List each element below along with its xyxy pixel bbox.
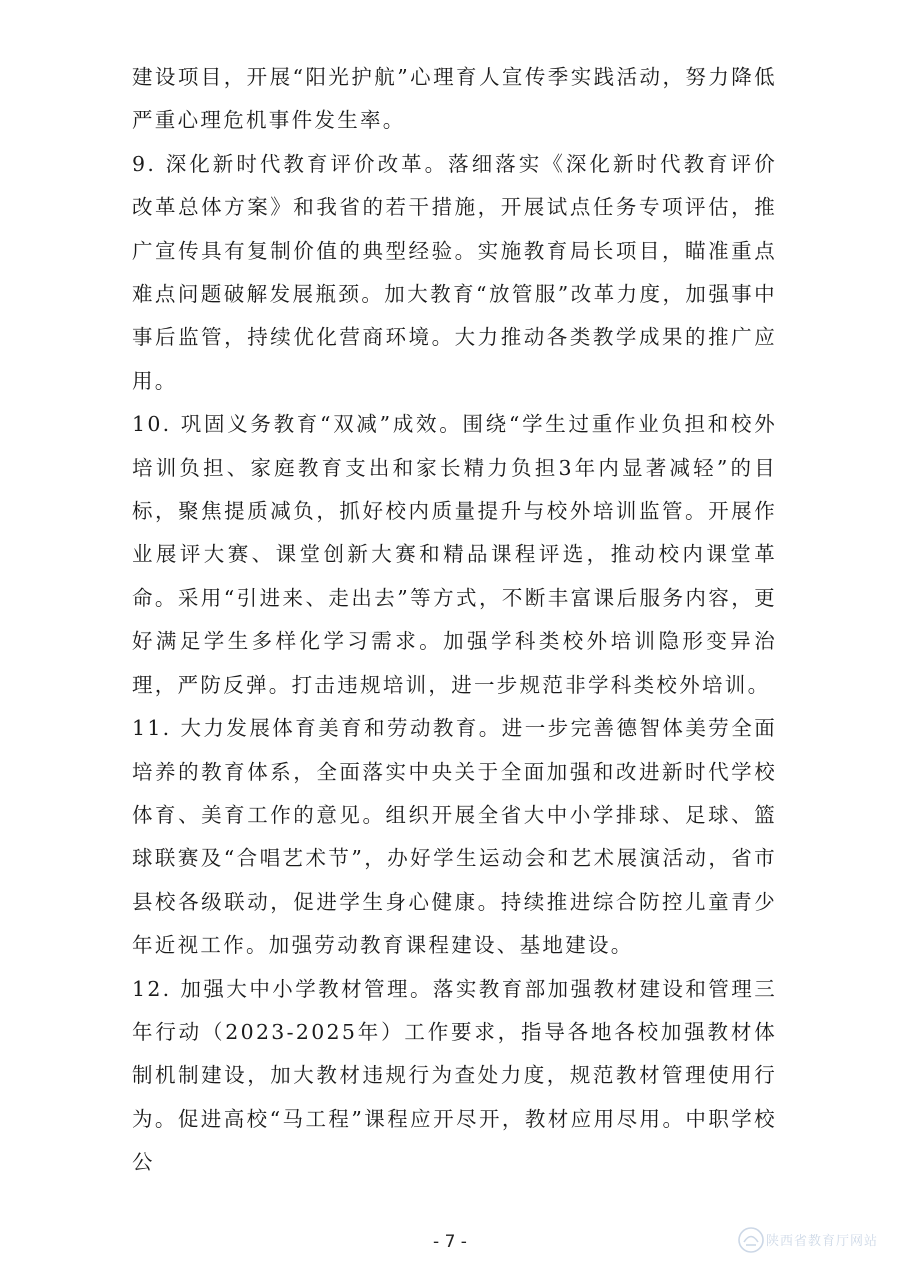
watermark-logo-icon — [736, 1225, 766, 1255]
document-body — [132, 56, 777, 1185]
paragraph-item-12: 12. 加强大中小学教材管理。落实教育部加强教材建设和管理三年行动（2023-2025年）工作要求，指导各地各校加强教材体制机制建设，加大教材违规行为查处力度，规范教材管理使用行为。促进高校“马工程”课程应开尽开，教材应用尽用。中职学校公 — [132, 976, 777, 1175]
paragraph-continuation: 建设项目，开展“阳光护航”心理育人宣传季实践活动，努力降低严重心理危机事件发生率。 — [132, 65, 777, 133]
paragraph-item-11: 11. 大力发展体育美育和劳动教育。进一步完善德智体美劳全面培养的教育体系，全面落实中央关于全面加强和改进新时代学校体育、美育工作的意见。组织开展全省大中小学排球、足球、篮球联赛及“合唱艺术节”，办好学生运动会和艺术展演活动，省市县校各级联动，促进学生身心健康。持续推进综合防控儿童青少年近视工作。加强劳动教育课程建设、基地建设。 — [132, 716, 777, 958]
watermark-text: 陕西省教育厅网站 — [766, 1234, 879, 1249]
paragraph-item-9: 9. 深化新时代教育评价改革。落细落实《深化新时代教育评价改革总体方案》和我省的若干措施，开展试点任务专项评估，推广宣传具有复制价值的典型经验。实施教育局长项目，瞄准重点难点问题破解发展瓶颈。加大教育“放管服”改革力度，加强事中事后监管，持续优化营商环境。大力推动各类教学成果的推广应用。 — [132, 151, 777, 393]
paragraph-item-10: 10. 巩固义务教育“双减”成效。围绕“学生过重作业负担和校外培训负担、家庭教育支出和家长精力负担3年内显著减轻”的目标，聚焦提质减负，抓好校内质量提升与校外培训监管。开展作业展评大赛、课堂创新大赛和精品课程评选，推动校内课堂革命。采用“引进来、走出去”等方式，不断丰富课后服务内容，更好满足学生多样化学习需求。加强学科类校外培训隐形变异治理，严防反弹。打击违规培训，进一步规范非学科类校外培训。 — [132, 412, 777, 697]
page-number: - 7 - — [433, 1232, 467, 1252]
site-watermark — [736, 1223, 886, 1259]
